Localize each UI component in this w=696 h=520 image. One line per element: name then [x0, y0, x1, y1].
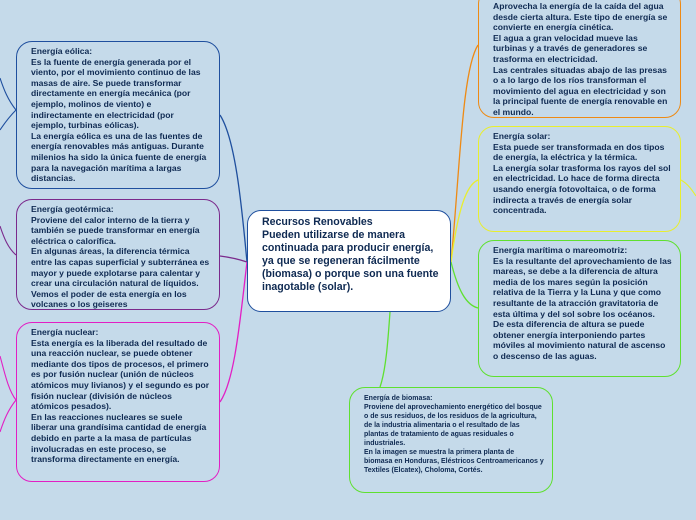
topic-energia-geotermica[interactable] [16, 199, 220, 310]
topic-energia-hidraulica[interactable] [478, 0, 681, 118]
topic-text: Energía marítima o mareomotriz: Es la resultante del aprovechamiento de las mareas, se debe a la diferencia de altura media de los mares según la posición relativa de la Tierra y la Luna y que como resultante de la atracción gravitatoria de esta última y del sol sobre los océanos. De esta diferencia de altura se puede obtener energía interponiendo partes móviles al movimiento natural de ascenso o descenso de las aguas. [493, 245, 672, 361]
link-biomasa [380, 312, 390, 387]
topic-energia-nuclear[interactable] [16, 322, 220, 482]
subtopic-eolica-left [0, 78, 16, 130]
topic-text: Energía eólica: Es la fuente de energía generada por el viento, por el movimiento continuo de las masas de aire. Se puede transformar directamente en energía mecánica (por ejemplo, molinos de viento) e indirectamente en electricidad (por ejemplo, turbinas eólicas). La energía eólica es una de las fuentes de energía renovables más antiguas. Durante milenios ha sido la única fuente de energía para la navegación marítima a largas distancias. [31, 46, 207, 184]
link-nuclear [220, 262, 247, 402]
topic-text: Energía solar: Esta puede ser transformada en dos tipos de energía, la eléctrica y la térmica. La energía solar trasforma los rayos del sol en electricidad. Lo hace de forma directa usando energía fotovoltaica, o de forma indirecta a través de energía solar concentrada. [493, 131, 671, 216]
topic-energia-eolica[interactable] [16, 41, 220, 189]
topic-text: Energía geotérmica: Proviene del calor interno de la tierra y también se puede transformar en energía eléctrica o calorífica. En algunas áreas, la diferencia térmica entre las capas superficial y subterránea es mayor y puede explotarse para calentar y crear una circulación natural de líquidos. Vemos el poder de esta energía en los volcanes o los geiseres [31, 204, 210, 310]
topic-text: Energía de biomasa: Proviene del aprovechamiento energético del bosque o de sus residuos, de los residuos de la agricultura, de la industria alimentaria o el resultado de las plantas de tratamiento de aguas residuales o industriales. En la imagen se muestra la primera planta de biomasa en Honduras, Eléstricos Centroamericanos y Textiles (Elcatex), Choloma, Cortés. [364, 395, 544, 474]
subtopic-solar-right [681, 180, 696, 196]
topic-energia-solar[interactable] [478, 126, 681, 232]
topic-energia-biomasa[interactable] [349, 387, 553, 493]
topic-text: Aprovecha la energía de la caída del agua desde cierta altura. Este tipo de energía se convierte en energía cinética. El agua a gran velocidad mueve las turbinas y a través de generadores se trasforma en electricidad. Las centrales situadas abajo de las presas o a lo largo de los ríos transforman el movimiento del agua en electricidad y son la principal fuente de energía renovable en el mundo. [493, 1, 668, 117]
link-eolica [220, 115, 247, 262]
link-hidraulica [451, 45, 478, 262]
central-topic[interactable] [247, 210, 451, 312]
link-maritima [451, 262, 478, 308]
topic-text: Energía nuclear: Esta energía es la liberada del resultado de una reacción nuclear, se puede obtener mediante dos tipos de procesos, el primero es por fusión nuclear (unión de núcleos atómicos muy livianos) y el segundo es por fisión nuclear (división de núcleos atómicos pesados). En las reacciones nucleares se suele liberar una grandísima cantidad de energía debido en parte a la masa de partículas involucradas en este proceso, se transforma directamente en energía. [31, 327, 210, 465]
topic-energia-maritima[interactable] [478, 240, 681, 377]
link-geotermica [220, 256, 247, 262]
subtopic-nuclear-left [0, 356, 16, 432]
central-topic-text: Recursos Renovables Pueden utilizarse de manera continuada para producir energía, ya que se regeneran fácilmente (biomasa) o porque son una fuente inagotable (solar). [262, 216, 439, 293]
subtopic-geotermica-left [0, 226, 16, 255]
